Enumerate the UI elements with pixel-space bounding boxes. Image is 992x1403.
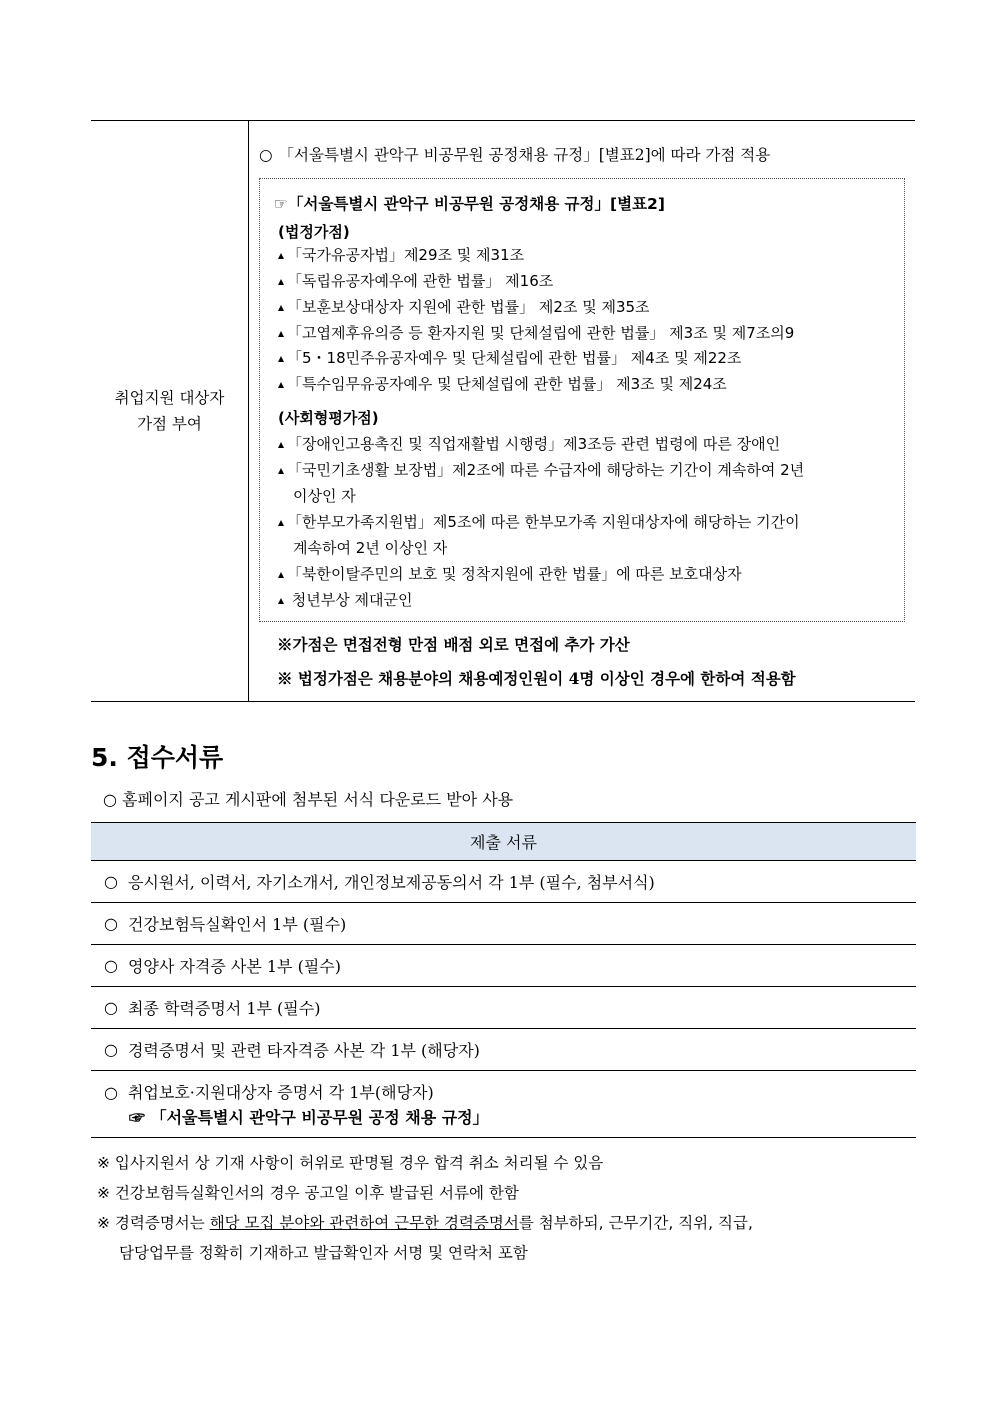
footnotes — [97, 1148, 909, 1268]
eligibility-label-cell — [91, 121, 249, 701]
eligibility-label-line1: 취업지원 대상자 — [114, 389, 225, 407]
legal-item: 「고엽제후유의증 등 환자지원 및 단체설립에 관한 법률」 제3조 및 제7조의9 — [278, 321, 898, 347]
pointing-hand-icon: ☞ — [274, 195, 288, 213]
triangle-bullet-icon — [278, 468, 284, 474]
circle-bullet-icon: ○ — [104, 956, 118, 975]
social-item: 「국민기초생활 보장법」제2조에 따른 수급자에 해당하는 기간이 계속하여 2년 이상인 자 — [278, 458, 898, 509]
regulation-reference-box — [259, 178, 905, 622]
social-item: 「북한이탈주민의 보호 및 정착지원에 관한 법률」에 따른 보호대상자 — [278, 562, 898, 588]
table-row: ○ 건강보험득실확인서 1부 (필수) — [91, 903, 916, 945]
table-row: ○ 경력증명서 및 관련 타자격증 사본 각 1부 (해당자) — [91, 1029, 916, 1071]
social-item: 청년부상 제대군인 — [278, 588, 898, 614]
legal-item: 「독립유공자예우에 관한 법률」 제16조 — [278, 269, 898, 295]
eligibility-label-line2: 가점 부여 — [137, 415, 202, 433]
triangle-bullet-icon — [278, 305, 284, 311]
regulation-reference: ☞ 「서울특별시 관악구 비공무원 공정 채용 규정」 — [129, 1108, 489, 1127]
legal-item: 「국가유공자법」제29조 및 제31조 — [278, 243, 898, 269]
eligibility-intro-text: 「서울특별시 관악구 비공무원 공정채용 규정」[별표2]에 따라 가점 적용 — [278, 146, 771, 164]
triangle-bullet-icon — [278, 331, 284, 337]
footnote: ※ 건강보험득실확인서의 경우 공고일 이후 발급된 서류에 한함 — [97, 1184, 519, 1202]
footnote: ※ 경력증명서는 해당 모집 분야와 관련하여 근무한 경력증명서를 첨부하되, 근무기간, 직위, 직급, 담당업무를 정확히 기재하고 발급확인자 서명 및 연락처 포함 — [97, 1214, 753, 1262]
regulation-title-text: 「서울특별시 관악구 비공무원 공정채용 규정」[별표2] — [287, 195, 665, 213]
triangle-bullet-icon — [278, 442, 284, 448]
legal-bonus-note: ※ 법정가점은 채용분야의 채용예정인원이 4명 이상인 경우에 한하여 적용함 — [277, 669, 796, 688]
legal-item: 「5・18민주유공자예우 및 단체설립에 관한 법률」 제4조 및 제22조 — [278, 346, 898, 372]
eligibility-content-cell — [249, 121, 915, 701]
table-row: ○ 응시원서, 이력서, 자기소개서, 개인정보제공동의서 각 1부 (필수, 첨부서식) — [91, 861, 916, 903]
table-row: ○ 취업보호·지원대상자 증명서 각 1부(해당자) ☞ 「서울특별시 관악구 비공무원 공정 채용 규정」 — [104, 1083, 489, 1127]
legal-item: 「특수임무유공자예우 및 단체설립에 관한 법률」 제3조 및 제24조 — [278, 372, 898, 398]
eligibility-intro — [259, 143, 770, 165]
table-row: ○ 최종 학력증명서 1부 (필수) — [91, 987, 916, 1029]
triangle-bullet-icon — [278, 572, 284, 578]
triangle-bullet-icon — [278, 520, 284, 526]
social-item: 「한부모가족지원법」제5조에 따른 한부모가족 지원대상자에 해당하는 기간이 계속하여 2년 이상인 자 — [278, 510, 898, 561]
triangle-bullet-icon — [278, 598, 284, 604]
regulation-title — [274, 192, 665, 214]
section-title: 5. 접수서류 — [91, 743, 224, 772]
footnote: ※ 입사지원서 상 기재 사항이 허위로 판명될 경우 합격 취소 처리될 수 있음 — [97, 1154, 604, 1172]
table-header: 제출 서류 — [91, 823, 916, 861]
circle-bullet-icon: ○ — [104, 998, 118, 1017]
circle-bullet-icon: ○ — [104, 1083, 118, 1102]
eligibility-table — [91, 120, 915, 702]
social-points-heading: (사회형평가점) — [278, 409, 379, 427]
table-row: ○ 영양사 자격증 사본 1부 (필수) — [91, 945, 916, 987]
triangle-bullet-icon — [278, 279, 284, 285]
circle-bullet-icon: ○ — [259, 146, 273, 164]
circle-bullet-icon: ○ — [104, 872, 118, 891]
legal-item: 「보훈보상대상자 지원에 관한 법률」 제2조 및 제35조 — [278, 295, 898, 321]
social-item: 「장애인고용촉진 및 직업재활법 시행령」제3조등 관련 법령에 따른 장애인 — [278, 432, 898, 458]
underlined-text: 해당 모집 분야와 관련하여 근무한 경력증명서 — [209, 1214, 519, 1232]
legal-points-heading: (법정가점) — [278, 223, 350, 241]
circle-bullet-icon: ○ — [104, 914, 118, 933]
bonus-note: ※가점은 면접전형 만점 배점 외로 면접에 추가 가산 — [277, 635, 630, 654]
triangle-bullet-icon — [278, 253, 284, 259]
triangle-bullet-icon — [278, 356, 284, 362]
circle-bullet-icon: ○ — [104, 1040, 118, 1059]
section-subtitle: ○ 홈페이지 공고 게시판에 첨부된 서식 다운로드 받아 사용 — [103, 790, 514, 809]
triangle-bullet-icon — [278, 382, 284, 388]
required-documents-table — [91, 822, 916, 1138]
